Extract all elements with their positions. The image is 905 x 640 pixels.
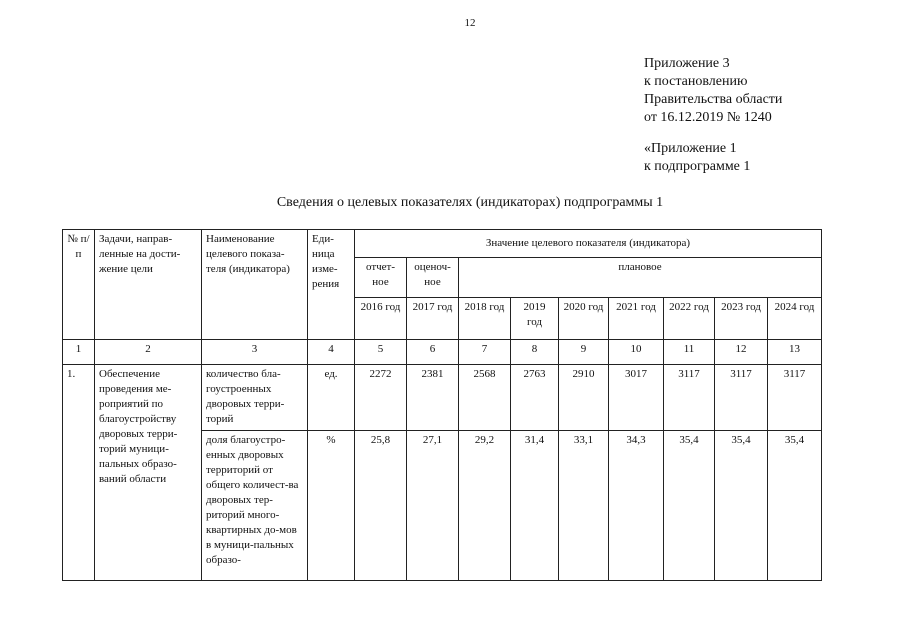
row-indicator: доля благоустро-енных дворовых территорий от общего количест-ва дворовых тер-риторий много-квартирных до-мов в муници-пальных образо- [202,431,308,581]
header-planned: плановое [459,258,822,298]
row-value: 31,4 [511,431,559,581]
header-unit: Еди-ница изме-рения [308,230,355,340]
appendix-block [644,55,782,176]
row-value: 27,1 [407,431,459,581]
appendix-line: Правительства области [644,92,783,107]
column-number: 6 [407,340,459,365]
row-indicator: количество бла-гоустроенных дворовых терри-торий [202,365,308,431]
appendix-line: к постановлению [644,74,748,89]
header-year: 2021 год [609,298,664,340]
row-value: 2272 [355,365,407,431]
column-number: 4 [308,340,355,365]
column-number: 9 [559,340,609,365]
column-number: 8 [511,340,559,365]
header-year: 2019 год [511,298,559,340]
header-year: 2022 год [664,298,715,340]
header-reported: отчет-ное [355,258,407,298]
header-year: 2018 год [459,298,511,340]
table-row [63,365,822,431]
sub-appendix-line: к подпрограмме 1 [644,159,751,174]
row-value: 2763 [511,365,559,431]
row-num: 1. [63,365,95,581]
row-value: 2910 [559,365,609,431]
column-number-row [63,340,822,365]
header-year: 2023 год [715,298,768,340]
row-value: 29,2 [459,431,511,581]
header-num: № п/п [63,230,95,340]
row-value: 35,4 [768,431,822,581]
row-task: Обеспечение проведения ме-роприятий по благоустройству дворовых терри-торий муници-пальных образо-ваний области [95,365,202,581]
row-value: 3017 [609,365,664,431]
column-number: 10 [609,340,664,365]
row-value: 35,4 [664,431,715,581]
row-value: 3117 [715,365,768,431]
column-number: 1 [63,340,95,365]
sub-appendix-line: «Приложение 1 [644,141,737,156]
header-year: 2024 год [768,298,822,340]
page-number: 12 [464,17,476,29]
row-value: 3117 [768,365,822,431]
indicators-table [62,229,822,581]
appendix-line: от 16.12.2019 № 1240 [644,110,772,125]
header-task: Задачи, направ-ленные на дости-жение цели [95,230,202,340]
column-number: 2 [95,340,202,365]
appendix-line: Приложение 3 [644,56,730,71]
column-number: 3 [202,340,308,365]
row-value: 3117 [664,365,715,431]
row-value: 2568 [459,365,511,431]
column-number: 7 [459,340,511,365]
header-year: 2016 год [355,298,407,340]
header-year: 2020 год [559,298,609,340]
row-value: 2381 [407,365,459,431]
row-value: 33,1 [559,431,609,581]
column-number: 13 [768,340,822,365]
header-value-group: Значение целевого показателя (индикатора) [355,230,822,258]
header-year: 2017 год [407,298,459,340]
header-estimated: оценоч-ное [407,258,459,298]
column-number: 11 [664,340,715,365]
row-value: 25,8 [355,431,407,581]
row-unit: % [308,431,355,581]
header-indicator: Наименование целевого показа-теля (индикатора) [202,230,308,340]
row-value: 35,4 [715,431,768,581]
document-title: Сведения о целевых показателях (индикаторах) подпрограммы 1 [276,195,664,210]
column-number: 12 [715,340,768,365]
row-unit: ед. [308,365,355,431]
column-number: 5 [355,340,407,365]
row-value: 34,3 [609,431,664,581]
